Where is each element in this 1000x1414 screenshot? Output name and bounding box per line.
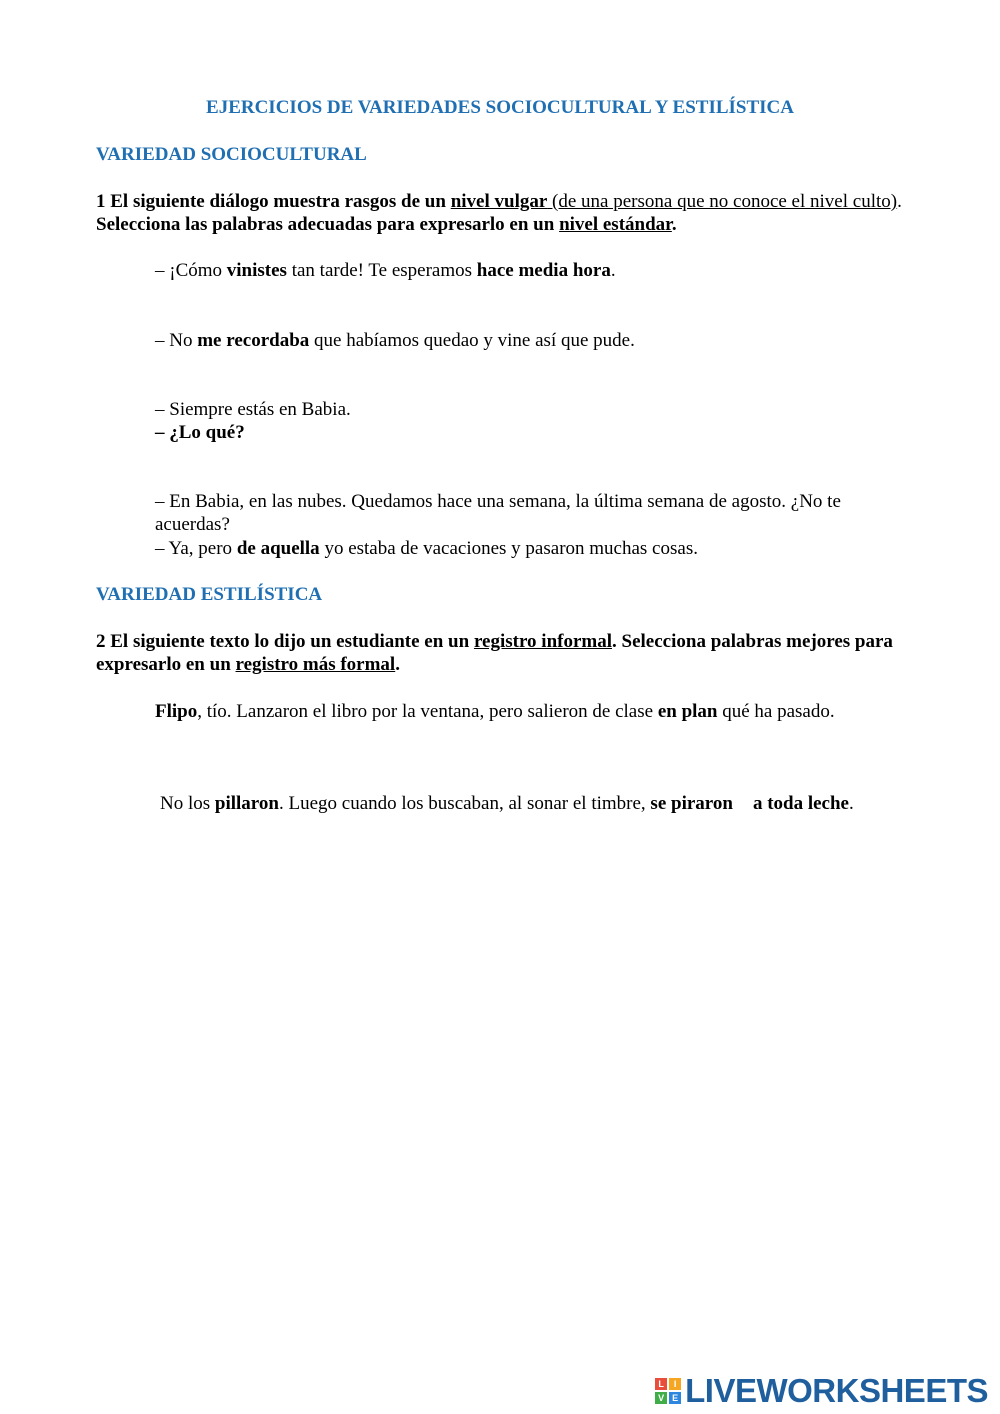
- highlight-word[interactable]: a toda leche: [752, 793, 849, 814]
- q2-underline-registro-formal: registro más formal: [235, 654, 396, 675]
- dialogue-line-2: [155, 329, 915, 352]
- text: – Siempre estás en Babia.: [155, 399, 351, 420]
- highlight-word[interactable]: Flipo: [155, 701, 198, 722]
- text: yo estaba de vacaciones y pasaron muchas cosas.: [319, 538, 698, 559]
- text: No los: [160, 793, 215, 814]
- text: que habíamos quedao y vine así que pude.: [309, 330, 635, 351]
- text: tan tarde! Te esperamos: [286, 260, 477, 281]
- text: qué ha pasado.: [717, 701, 835, 722]
- q2-text-c: .: [395, 654, 400, 675]
- dialogue-line-4: [155, 421, 915, 444]
- text: – Ya, pero: [155, 538, 237, 559]
- logo-letter: L: [655, 1378, 667, 1390]
- brand-name: LIVEWORKSHEETS: [685, 1372, 988, 1409]
- text: – No: [155, 330, 198, 351]
- highlight-word[interactable]: vinistes: [226, 260, 287, 281]
- text-line-2: [160, 792, 920, 815]
- highlight-word[interactable]: ¿Lo qué?: [169, 422, 245, 443]
- q2-underline-registro-informal: registro informal: [473, 631, 613, 652]
- question-2: [96, 630, 916, 676]
- text: –: [155, 422, 170, 443]
- q2-text-a: 2 El siguiente texto lo dijo un estudiante en un: [96, 631, 474, 652]
- text: . Luego cuando los buscaban, al sonar el timbre,: [278, 793, 651, 814]
- text: – En Babia, en las nubes. Quedamos hace una semana, la última semana de agosto. ¿No te acuerdas?: [155, 491, 841, 535]
- section-heading-sociocultural: VARIEDAD SOCIOCULTURAL: [96, 144, 367, 165]
- q1-underline-note: (de una persona que no conoce el nivel culto): [547, 191, 898, 212]
- highlight-word[interactable]: pillaron: [214, 793, 279, 814]
- dialogue-line-3: [155, 398, 915, 421]
- q1-text-d: .: [671, 214, 677, 235]
- q1-underline-nivel-estandar: nivel estándar: [559, 214, 672, 235]
- text: , tío. Lanzaron el libro por la ventana, pero salieron de clase: [197, 701, 658, 722]
- text: .: [848, 793, 854, 814]
- logo-letter: I: [669, 1378, 681, 1390]
- highlight-word[interactable]: me recordaba: [197, 330, 310, 351]
- q2-text-b: . Selecciona palabras mejores para expresarlo en un: [96, 631, 893, 675]
- logo-letter: E: [669, 1392, 681, 1404]
- text: .: [610, 260, 616, 281]
- q1-text-b: .: [897, 191, 902, 212]
- dialogue-line-1: [155, 259, 915, 282]
- logo-grid-icon: [655, 1378, 681, 1404]
- highlight-word[interactable]: de aquella: [236, 538, 320, 559]
- dialogue-line-5: [155, 490, 895, 536]
- q1-text-a: 1 El siguiente diálogo muestra rasgos de un: [96, 191, 451, 212]
- logo-letter: V: [655, 1392, 667, 1404]
- q1-underline-nivel-vulgar: nivel vulgar: [450, 191, 548, 212]
- page-title: EJERCICIOS DE VARIEDADES SOCIOCULTURAL Y ESTILÍSTICA: [206, 97, 794, 118]
- highlight-word[interactable]: en plan: [657, 701, 718, 722]
- text-line-1: [155, 700, 915, 723]
- q1-text-c: Selecciona las palabras adecuadas para expresarlo en un: [96, 214, 560, 235]
- question-1: [96, 190, 916, 236]
- highlight-word[interactable]: se piraron: [650, 793, 733, 814]
- text: – ¡Cómo: [155, 260, 227, 281]
- highlight-word[interactable]: hace media hora: [476, 260, 611, 281]
- section-heading-estilistica: VARIEDAD ESTILÍSTICA: [96, 584, 323, 605]
- liveworksheets-logo: [655, 1374, 988, 1408]
- dialogue-line-6: [155, 537, 915, 560]
